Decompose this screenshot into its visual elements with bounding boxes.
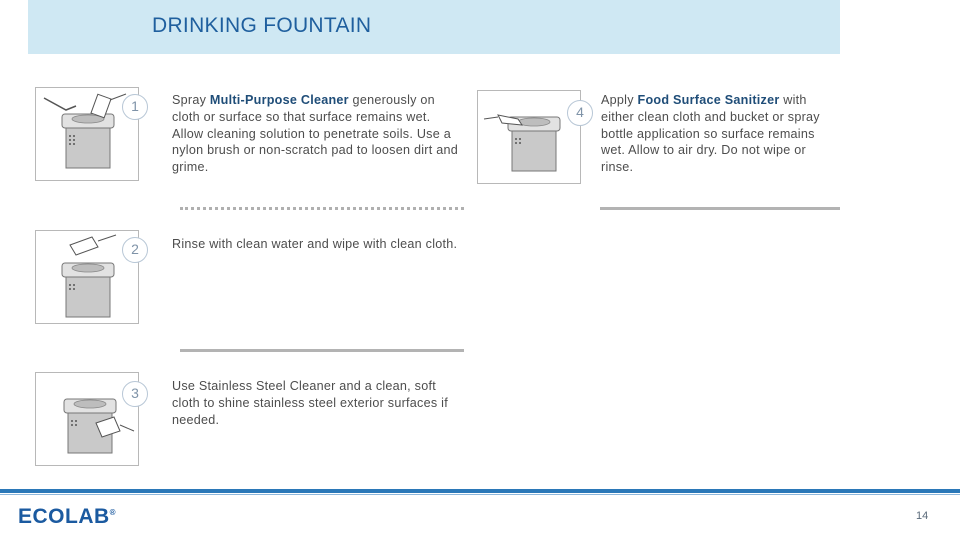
title-bar — [28, 0, 840, 54]
step-1-divider — [180, 207, 464, 210]
step-1-product: Multi-Purpose Cleaner — [209, 93, 349, 107]
step-3-text — [172, 378, 466, 428]
step-4-text-pre: Apply — [601, 93, 638, 107]
step-1-text-pre: Spray — [172, 93, 210, 107]
logo-mark: ® — [109, 508, 117, 517]
step-4-text-post: with either clean cloth and bucket or spray bottle application so surface remains wet. Allow to air dry. Do not wipe or rinse. — [601, 93, 820, 175]
step-2-divider — [180, 349, 464, 352]
step-4-product: Food Surface Sanitizer — [637, 93, 780, 107]
step-4-number: 4 — [567, 100, 593, 126]
step-4-text — [601, 92, 841, 176]
footer-rule — [0, 489, 960, 493]
page-title: DRINKING FOUNTAIN — [152, 14, 372, 37]
step-1-text-post: generously on cloth or surface so that surface remains wet. Allow cleaning solution to penetrate soils. Use a nylon brush or non-scratch pad to loosen dirt and grime. — [172, 93, 458, 175]
logo-text: ECOLAB — [18, 505, 110, 528]
page-number: 14 — [916, 510, 929, 522]
sanitize-fountain-icon — [478, 91, 582, 185]
step-3-text-body: Use Stainless Steel Cleaner and a clean, soft cloth to shine stainless steel exterior surfaces if needed. — [172, 379, 448, 427]
step-4-divider — [600, 207, 840, 210]
step-2-text-body: Rinse with clean water and wipe with clean cloth. — [172, 237, 458, 251]
step-1-text — [172, 92, 464, 176]
step-2-text — [172, 236, 464, 253]
step-3-number: 3 — [122, 381, 148, 407]
step-2-number: 2 — [122, 237, 148, 263]
ecolab-logo — [18, 505, 116, 529]
footer-rule-thin — [0, 494, 960, 495]
step-4-image — [477, 90, 581, 184]
step-1-number: 1 — [122, 94, 148, 120]
